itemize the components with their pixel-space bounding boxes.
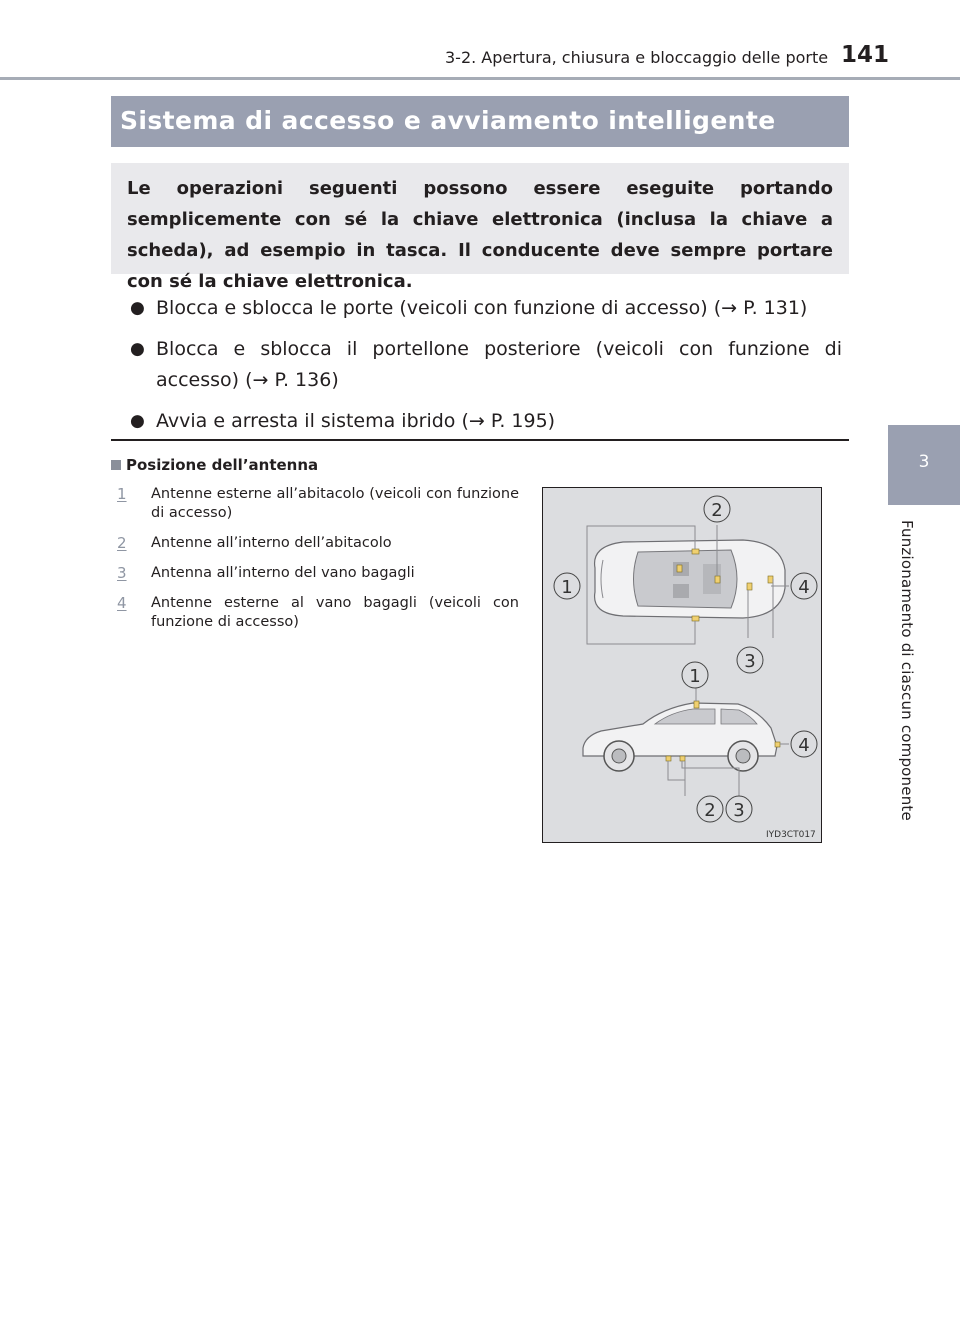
bullet-list xyxy=(130,293,842,447)
chapter-label: Funzionamento di ciascun componente xyxy=(898,520,916,821)
legend-item xyxy=(117,564,519,583)
section-divider xyxy=(111,439,849,441)
legend-item xyxy=(117,594,519,632)
legend-number: 2 xyxy=(117,534,127,552)
legend-text: Antenne esterne all’abitacolo (veicoli con funzione di accesso) xyxy=(151,486,519,521)
bullet-text: Avvia e arresta il sistema ibrido (→ P. 195) xyxy=(156,410,556,432)
legend-text: Antenne all’interno dell’abitacolo xyxy=(151,535,392,551)
antenna-location-figure xyxy=(542,487,822,843)
title-bar xyxy=(111,96,849,147)
callout-label: 3 xyxy=(733,800,745,821)
legend-text: Antenne esterne al vano bagagli (veicoli con funzione di accesso) xyxy=(151,595,519,630)
legend-number: 1 xyxy=(117,485,127,503)
callout-label: 1 xyxy=(689,666,701,687)
callout-label: 2 xyxy=(704,800,716,821)
subheading-text: Posizione dell’antenna xyxy=(126,456,319,474)
callout-label: 4 xyxy=(798,577,810,598)
callout-label: 1 xyxy=(561,577,573,598)
square-bullet-icon xyxy=(111,460,121,470)
chapter-number: 3 xyxy=(918,452,930,472)
figure-code: IYD3CT017 xyxy=(766,830,816,840)
legend-number: 4 xyxy=(117,594,127,612)
header-section-title: 3-2. Apertura, chiusura e bloccaggio delle porte xyxy=(445,48,829,67)
bullet-text: Blocca e sblocca le porte (veicoli con funzione di accesso) (→ P. 131) xyxy=(156,297,808,319)
bullet-item xyxy=(130,334,842,396)
bullet-text: Blocca e sblocca il portellone posteriore (veicoli con funzione di accesso) (→ P. 136) xyxy=(156,338,842,391)
page-number: 141 xyxy=(841,42,890,68)
legend-item xyxy=(117,485,519,523)
bullet-dot-icon: ● xyxy=(130,411,145,431)
car-top-view xyxy=(595,540,785,618)
intro-text: Le operazioni seguenti possono essere eseguite portando semplicemente con sé la chiave elettronica (inclusa la chiave a scheda), ad esempio in tasca. Il conducente deve sempre portare con sé la chiave elettronica. xyxy=(127,178,833,292)
callout-label: 3 xyxy=(744,651,756,672)
bullet-item xyxy=(130,406,842,437)
bullet-dot-icon: ● xyxy=(130,298,145,318)
legend-number: 3 xyxy=(117,564,127,582)
bullet-item xyxy=(130,293,842,324)
intro-box xyxy=(111,163,849,292)
car-diagram-svg xyxy=(543,488,823,844)
chapter-tab xyxy=(888,425,960,505)
header-rule xyxy=(0,77,960,80)
legend-item xyxy=(117,534,519,553)
bullet-dot-icon: ● xyxy=(130,339,145,359)
legend-text: Antenna all’interno del vano bagagli xyxy=(151,565,415,581)
subheading xyxy=(111,456,318,474)
callout-label: 4 xyxy=(798,735,810,756)
antenna-legend xyxy=(117,485,519,643)
page-title: Sistema di accesso e avviamento intelligente xyxy=(120,106,776,135)
callout-label: 2 xyxy=(711,500,723,521)
